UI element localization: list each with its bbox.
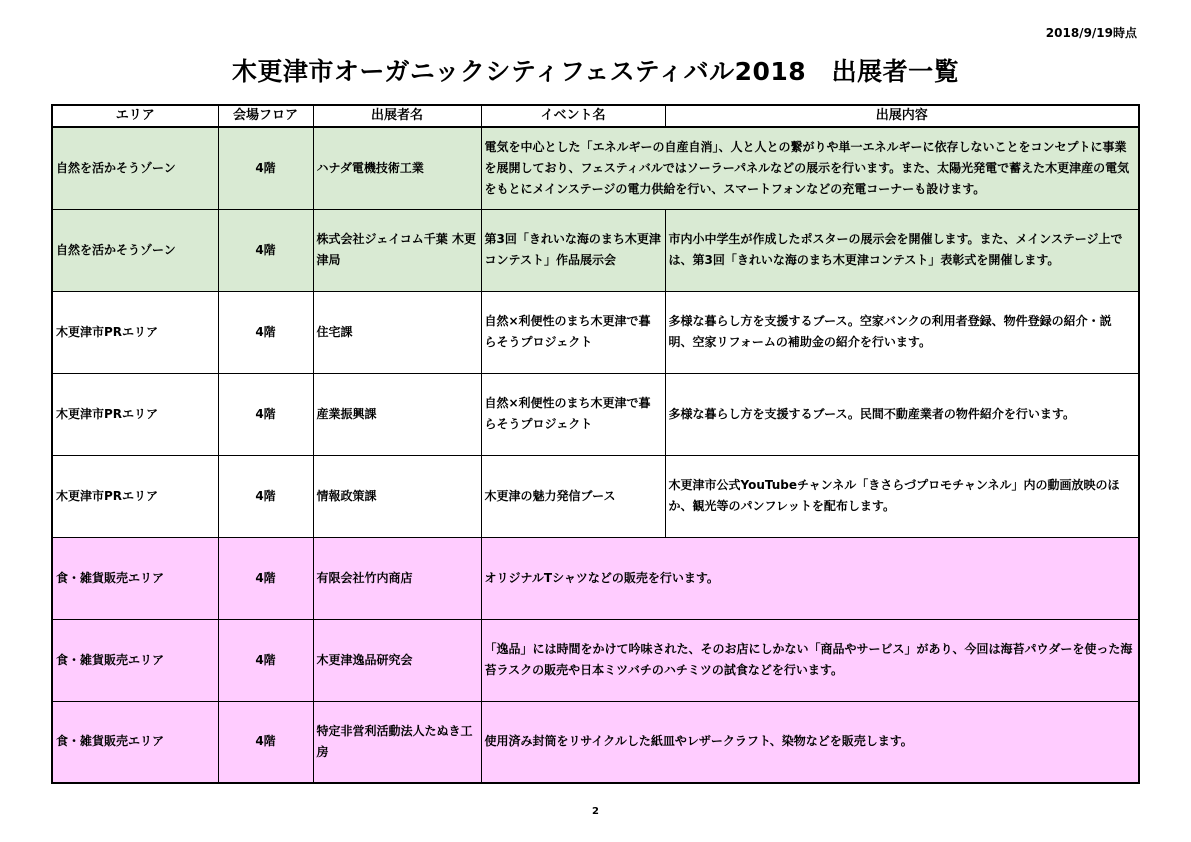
cell-content: オリジナルTシャツなどの販売を行います。: [481, 537, 1139, 619]
cell-content: 電気を中心とした「エネルギーの自産自消」、人と人との繋がりや単一エネルギーに依存しないことをコンセプトに事業を展開しており、フェスティバルではソーラーパネルなどの展示を行います。また、太陽光発電で蓄えた木更津産の電気をもとにメインステージの電力供給を行い、スマートフォンなどの充電コーナーも設けます。: [481, 127, 1139, 209]
table-row: [52, 373, 1139, 455]
cell-content: 「逸品」には時間をかけて吟味された、そのお店にしかない「商品やサービス」があり、今回は海苔パウダーを使った海苔ラスクの販売や日本ミツバチのハチミツの試食などを行います。: [481, 619, 1139, 701]
cell-content: 多様な暮らし方を支援するブース。民間不動産業者の物件紹介を行います。: [665, 373, 1139, 455]
cell-area: 木更津市PRエリア: [52, 291, 218, 373]
cell-floor: 4階: [218, 701, 313, 783]
cell-floor: 4階: [218, 537, 313, 619]
page-title: 木更津市オーガニックシティフェスティバル2018 出展者一覧: [231, 57, 960, 86]
date-stamp: 2018/9/19時点: [1045, 26, 1137, 40]
cell-exhibitor: 住宅課: [313, 291, 481, 373]
cell-floor: 4階: [218, 373, 313, 455]
exhibitor-table: [51, 104, 1140, 784]
cell-floor: 4階: [218, 619, 313, 701]
table-row: [52, 127, 1139, 209]
cell-floor: 4階: [218, 127, 313, 209]
cell-content: 市内小中学生が作成したポスターの展示会を開催します。また、メインステージ上では、第3回「きれいな海のまち木更津コンテスト」表彰式を開催します。: [665, 209, 1139, 291]
cell-exhibitor: 株式会社ジェイコム千葉 木更津局: [313, 209, 481, 291]
cell-exhibitor: 特定非営利活動法人たぬき工房: [313, 701, 481, 783]
header-floor: 会場フロア: [218, 105, 313, 127]
cell-event: 木更津の魅力発信ブース: [481, 455, 665, 537]
cell-area: 自然を活かそうゾーン: [52, 127, 218, 209]
header-content: 出展内容: [665, 105, 1139, 127]
cell-exhibitor: 情報政策課: [313, 455, 481, 537]
table-row: [52, 701, 1139, 783]
cell-area: 食・雑貨販売エリア: [52, 701, 218, 783]
table-row: [52, 619, 1139, 701]
cell-area: 木更津市PRエリア: [52, 373, 218, 455]
page-number: 2: [592, 806, 599, 817]
header-area: エリア: [52, 105, 218, 127]
cell-content: 多様な暮らし方を支援するブース。空家バンクの利用者登録、物件登録の紹介・説明、空家リフォームの補助金の紹介を行います。: [665, 291, 1139, 373]
cell-exhibitor: ハナダ電機技術工業: [313, 127, 481, 209]
table-row: [52, 209, 1139, 291]
cell-area: 食・雑貨販売エリア: [52, 619, 218, 701]
cell-exhibitor: 木更津逸品研究会: [313, 619, 481, 701]
table-header-row: [52, 105, 1139, 127]
cell-area: 自然を活かそうゾーン: [52, 209, 218, 291]
cell-event: 第3回「きれいな海のまち木更津コンテスト」作品展示会: [481, 209, 665, 291]
cell-floor: 4階: [218, 455, 313, 537]
table-row: [52, 537, 1139, 619]
header-event: イベント名: [481, 105, 665, 127]
cell-content: 木更津市公式YouTubeチャンネル「きさらづプロモチャンネル」内の動画放映のほか、観光等のパンフレットを配布します。: [665, 455, 1139, 537]
cell-area: 食・雑貨販売エリア: [52, 537, 218, 619]
table-row: [52, 291, 1139, 373]
cell-content: 使用済み封筒をリサイクルした紙皿やレザークラフト、染物などを販売します。: [481, 701, 1139, 783]
cell-exhibitor: 産業振興課: [313, 373, 481, 455]
cell-event: 自然×利便性のまち木更津で暮らそうプロジェクト: [481, 373, 665, 455]
cell-area: 木更津市PRエリア: [52, 455, 218, 537]
cell-floor: 4階: [218, 291, 313, 373]
table-row: [52, 455, 1139, 537]
cell-floor: 4階: [218, 209, 313, 291]
header-exhibitor: 出展者名: [313, 105, 481, 127]
cell-event: 自然×利便性のまち木更津で暮らそうプロジェクト: [481, 291, 665, 373]
cell-exhibitor: 有限会社竹内商店: [313, 537, 481, 619]
